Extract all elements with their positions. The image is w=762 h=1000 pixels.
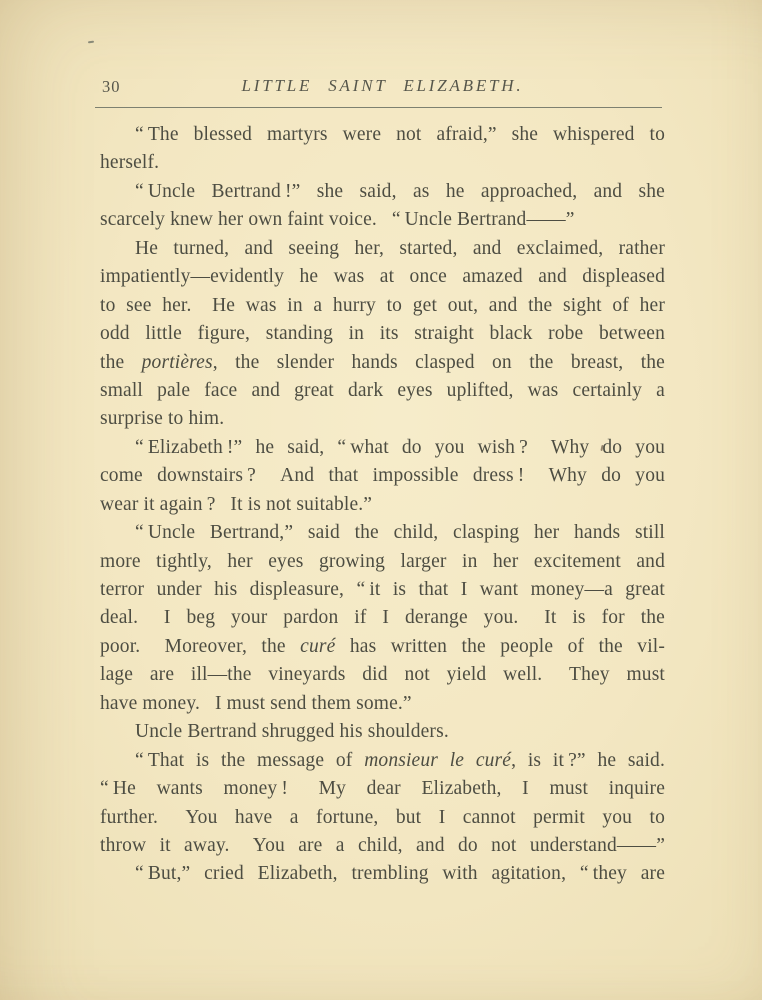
text-segment: odd little figure, standing in its straight black robe between [100, 323, 665, 345]
text-line [100, 860, 665, 888]
text-segment: wear it again ? It is not suitable.” [100, 493, 373, 515]
text-segment: further. You have a fortune, but I cannot permit you to [100, 806, 665, 828]
text-segment: terror under his displeasure, “ it is that I want money—a great [100, 579, 665, 600]
text-segment: has written the people of the vil- [335, 635, 665, 657]
text-segment: lage are ill—the vineyards did not yield well. They must [100, 664, 665, 686]
text-line [100, 804, 665, 832]
text-line [100, 832, 665, 860]
text-line [100, 292, 665, 320]
text-line [100, 149, 665, 177]
text-segment: surprise to him. [100, 408, 225, 430]
text-line [100, 121, 665, 149]
text-line [100, 263, 665, 291]
text-segment: , is it ?” he said. [511, 749, 665, 771]
text-line [100, 747, 665, 775]
text-line [100, 462, 665, 490]
text-line [100, 206, 665, 234]
text-line [100, 178, 665, 206]
text-segment: poor. Moreover, the [100, 635, 301, 657]
text-line [100, 320, 665, 348]
text-segment: throw it away. You are a child, and do not understand——” [100, 834, 665, 856]
text-segment: to see her. He was in a hurry to get out, and the sight of her [100, 294, 665, 316]
running-head [100, 76, 665, 98]
italic-text: monsieur le curé [364, 749, 512, 771]
italic-text: portières [141, 351, 213, 373]
text-line [100, 775, 665, 803]
text-line [100, 491, 665, 519]
text-segment: impatiently—evidently he was at once amazed and displeased [100, 266, 665, 288]
text-segment: the [100, 351, 142, 373]
text-line [100, 377, 665, 405]
text-line [100, 633, 665, 661]
text-segment: come downstairs ? And that impossible dress ! Why do you [100, 465, 665, 487]
text-line [100, 718, 665, 746]
text-segment: , the slender hands clasped on the breast, the [212, 351, 665, 373]
text-line [100, 604, 665, 632]
text-segment: “ But,” cried Elizabeth, trembling with agitation, “ they are [135, 863, 665, 885]
text-segment: “ The blessed martyrs were not afraid,” she whispered to [135, 124, 665, 145]
text-segment: “ He wants money ! My dear Elizabeth, I must inquire [100, 778, 665, 800]
running-title: LITTLE SAINT ELIZABETH. [241, 76, 524, 95]
text-line [100, 519, 665, 547]
text-segment: scarcely knew her own faint voice. “ Uncle Bertrand——” [100, 209, 575, 231]
text-segment: “ Elizabeth !” he said, “ what do you wish ? Why do you [135, 436, 665, 458]
text-line [100, 576, 665, 604]
text-segment: Uncle Bertrand shrugged his shoulders. [135, 721, 449, 743]
text-segment: “ Uncle Bertrand !” she said, as he approached, and she [135, 180, 665, 202]
page-number: 30 [102, 77, 121, 96]
page-body [100, 121, 665, 889]
header-rule [95, 107, 662, 108]
italic-text: curé [300, 635, 336, 657]
text-line [100, 548, 665, 576]
text-line [100, 235, 665, 263]
text-line [100, 434, 665, 462]
text-line [100, 690, 665, 718]
text-line [100, 661, 665, 689]
text-segment: small pale face and great dark eyes uplifted, was certainly a [100, 379, 665, 401]
text-segment: deal. I beg your pardon if I derange you. It is for the [100, 607, 665, 629]
text-segment: have money. I must send them some.” [100, 692, 412, 714]
text-segment: “ That is the message of [135, 749, 365, 771]
text-line [100, 405, 665, 433]
text-segment: He turned, and seeing her, started, and exclaimed, rather [135, 237, 665, 259]
text-line [100, 349, 665, 377]
text-segment: more tightly, her eyes growing larger in her excitement and [100, 550, 665, 572]
text-segment: “ Uncle Bertrand,” said the child, clasping her hands still [135, 522, 665, 544]
scan-speck-dash [88, 41, 94, 44]
text-segment: herself. [100, 152, 160, 174]
